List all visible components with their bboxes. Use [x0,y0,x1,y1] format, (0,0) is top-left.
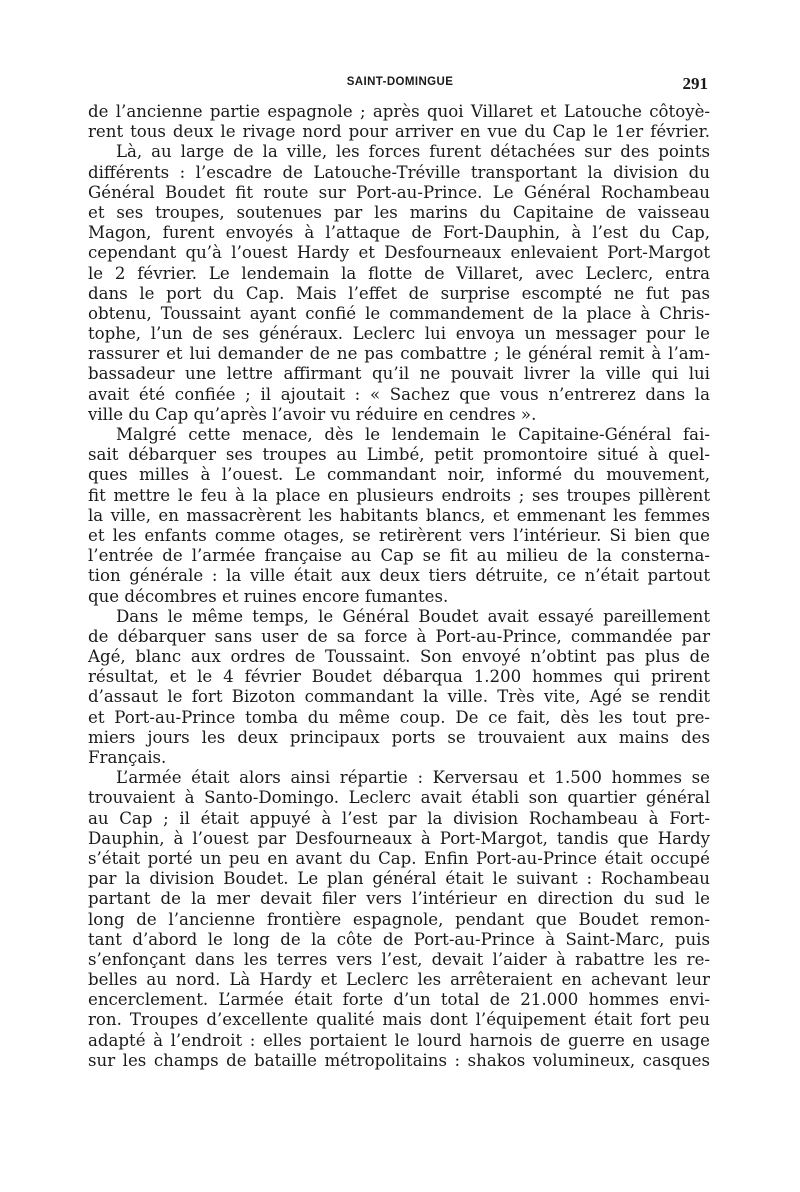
text-line: Dans le même temps, le Général Boudet avait essayé pareillement [116,606,710,626]
text-line: trouvaient à Santo-Domingo. Leclerc avait établi son quartier général [88,788,710,808]
text-line: par la division Boudet. Le plan général était le suivant : Rochambeau [88,869,710,889]
text-line: Dauphin, à l’ouest par Desfourneaux à Port-Margot, tandis que Hardy [88,828,710,848]
text-line: rent tous deux le rivage nord pour arriver en vue du Cap le 1er février. [88,122,710,142]
page-number: 291 [682,74,708,93]
text-line: cependant qu’à l’ouest Hardy et Desfourneaux enlevaient Port-Margot [88,243,710,263]
text-line: et les enfants comme otages, se retirèrent vers l’intérieur. Si bien que [88,525,710,545]
text-line: l’entrée de l’armée française au Cap se fit au milieu de la consterna- [88,546,710,566]
text-line: le 2 février. Le lendemain la flotte de Villaret, avec Leclerc, entra [88,263,710,283]
text-line: tant d’abord le long de la côte de Port-au-Prince à Saint-Marc, puis [88,929,710,949]
text-line: de débarquer sans user de sa force à Port-au-Prince, commandée par [88,626,710,646]
text-line: au Cap ; il était appuyé à l’est par la division Rochambeau à Fort- [88,808,710,828]
text-line: Malgré cette menace, dès le lendemain le Capitaine-Général fai- [116,425,710,444]
text-line: adapté à l’endroit : elles portaient le lourd harnois de guerre en usage [88,1030,710,1050]
text-line: résultat, et le 4 février Boudet débarqua 1.200 hommes qui prirent [88,667,710,687]
text-line: Général Boudet fit route sur Port-au-Prince. Le Général Rochambeau [88,182,710,202]
text-line: la ville, en massacrèrent les habitants blancs, et emmenant les femmes [88,505,710,525]
text-line: rassurer et lui demander de ne pas combattre ; le général remit à l’am- [88,344,710,364]
text-line: L’armée était alors ainsi répartie : Kerversau et 1.500 hommes se [116,768,710,788]
text-line: Agé, blanc aux ordres de Toussaint. Son envoyé n’obtint pas plus de [88,647,710,667]
text-line: s’enfonçant dans les terres vers l’est, devait l’aider à rabattre les re- [88,949,710,969]
text-line: ville du Cap qu’après l’avoir vu réduire en cendres ». [88,404,537,424]
text-line: de l’ancienne partie espagnole ; après quoi Villaret et Latouche côtoyè- [88,102,710,121]
text-line: tophe, l’un de ses généraux. Leclerc lui envoya un messager pour le [88,324,710,344]
body-text [88,102,710,1071]
text-line: que décombres et ruines encore fumantes. [88,586,449,606]
text-line: différents : l’escadre de Latouche-Tréville transportant la division du [88,162,710,182]
text-line: sur les champs de bataille métropolitains : shakos volumineux, casques [88,1050,710,1070]
running-title: SAINT-DOMINGUE [346,76,454,88]
text-line: Magon, furent envoyés à l’attaque de Fort-Dauphin, à l’est du Cap, [88,223,710,243]
text-line: avait été confiée ; il ajoutait : « Sachez que vous n’entrerez dans la [88,384,710,404]
text-line: et ses troupes, soutenues par les marins du Capitaine de vaisseau [88,202,710,222]
text-line: ron. Troupes d’excellente qualité mais dont l’équipement était fort peu [88,1010,710,1030]
text-line: obtenu, Toussaint ayant confié le commandement de la place à Chris- [88,303,710,323]
text-line: belles au nord. Là Hardy et Leclerc les arrêteraient en achevant leur [88,970,710,990]
text-line: d’assaut le fort Bizoton commandant la ville. Très vite, Agé se rendit [88,687,710,707]
text-line: partant de la mer devait filer vers l’intérieur en direction du sud le [88,889,710,909]
text-line: dans le port du Cap. Mais l’effet de surprise escompté ne fut pas [88,283,710,303]
text-line: Là, au large de la ville, les forces furent détachées sur des points [116,142,710,162]
text-line: s’était porté un peu en avant du Cap. Enfin Port-au-Prince était occupé [88,848,710,868]
running-head [0,76,800,96]
text-line: Français. [88,748,167,767]
text-line: tion générale : la ville était aux deux tiers détruite, ce n’était partout [88,566,710,586]
text-line: bassadeur une lettre affirmant qu’il ne pouvait livrer la ville qui lui [88,364,710,384]
text-line: ques milles à l’ouest. Le commandant noir, informé du mouvement, [88,465,710,485]
text-line: sait débarquer ses troupes au Limbé, petit promontoire situé à quel- [88,445,710,465]
text-line: encerclement. L’armée était forte d’un total de 21.000 hommes envi- [88,990,710,1010]
text-line: miers jours les deux principaux ports se trouvaient aux mains des [88,727,710,747]
text-line: long de l’ancienne frontière espagnole, pendant que Boudet remon- [88,909,710,929]
text-line: et Port-au-Prince tomba du même coup. De ce fait, dès les tout pre- [88,707,710,727]
text-line: fit mettre le feu à la place en plusieurs endroits ; ses troupes pillèrent [88,485,710,505]
